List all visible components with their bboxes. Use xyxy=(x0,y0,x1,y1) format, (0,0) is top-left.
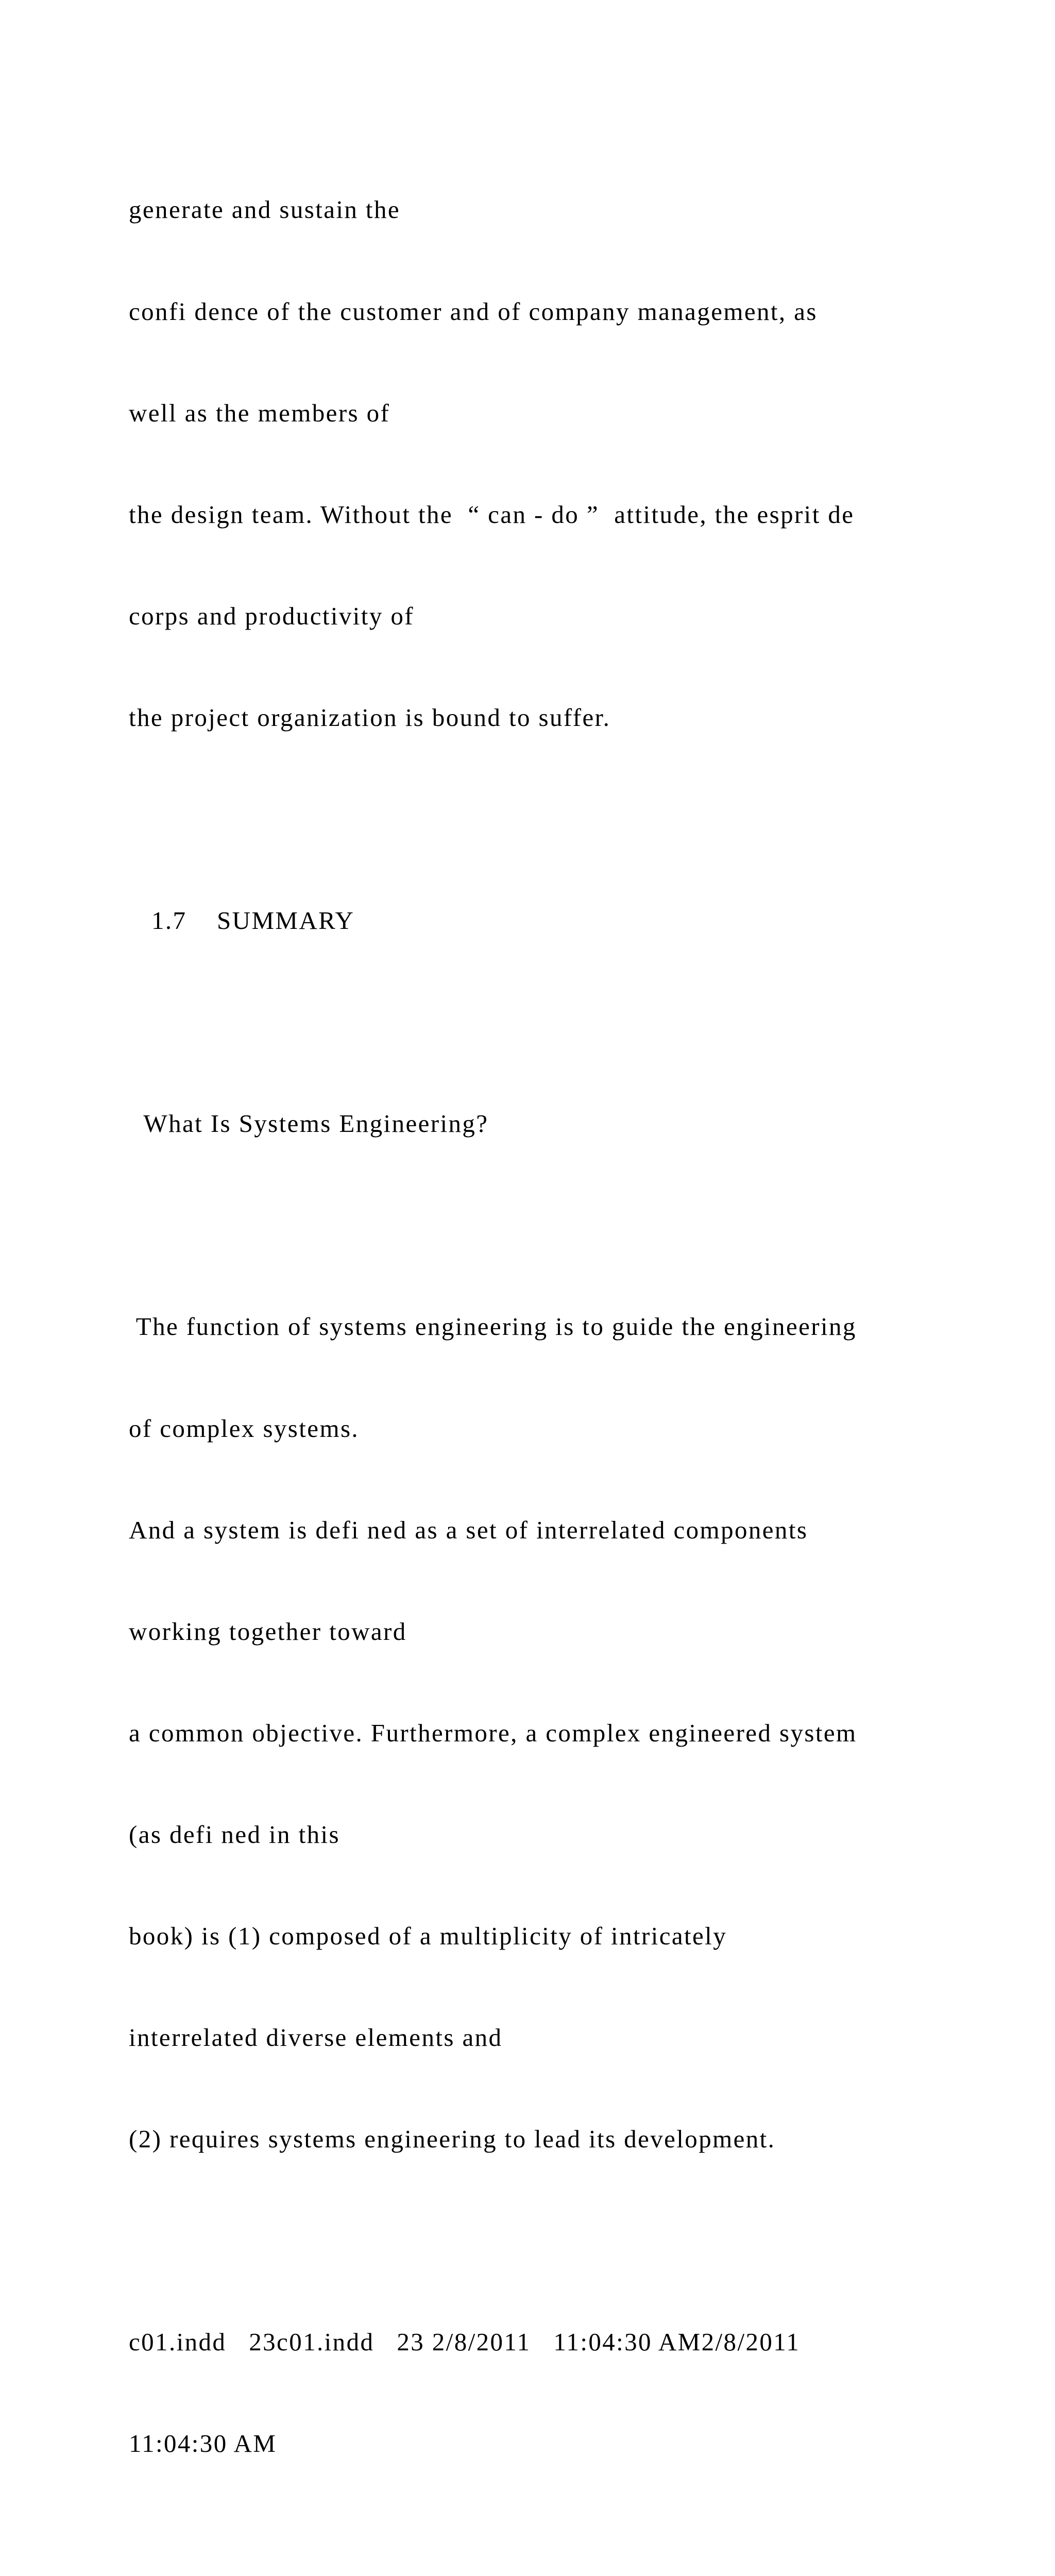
text-line: confi dence of the customer and of company management, as xyxy=(129,297,818,326)
text-line: the design team. Without the “ can - do ” attitude, the esprit de xyxy=(129,500,855,529)
text-line: generate and sustain the xyxy=(129,195,400,224)
text-line: And a system is defi ned as a set of interrelated components xyxy=(129,1515,808,1544)
file-footer-line: 11:04:30 AM xyxy=(129,2429,277,2458)
text-line: of complex systems. xyxy=(129,1414,360,1443)
text-line: (2) requires systems engineering to lead its development. xyxy=(129,2125,776,2154)
blank-line xyxy=(129,2224,1035,2258)
text-line: book) is (1) composed of a multiplicity of intricately xyxy=(129,1922,727,1950)
blank-line xyxy=(129,802,1035,836)
text-line: corps and productivity of xyxy=(129,601,414,630)
subsection-heading: What Is Systems Engineering? xyxy=(129,1109,489,1138)
text-line: The function of systems engineering is to guide the engineering xyxy=(129,1312,857,1341)
text-line: a common objective. Furthermore, a complex engineered system xyxy=(129,1718,857,1747)
text-line: well as the members of xyxy=(129,398,390,427)
blank-line xyxy=(129,1208,1035,1242)
file-footer-line: c01.indd 23c01.indd 23 2/8/2011 11:04:30 AM2/8/2011 xyxy=(129,2328,801,2357)
section-heading: 1.7 SUMMARY xyxy=(129,906,355,935)
document-text xyxy=(129,125,1035,2576)
text-line: (as defi ned in this xyxy=(129,1820,340,1849)
text-line: the project organization is bound to suffer. xyxy=(129,703,611,732)
text-line: working together toward xyxy=(129,1617,407,1646)
text-line: interrelated diverse elements and xyxy=(129,2023,503,2052)
blank-line xyxy=(129,2529,1035,2563)
blank-line xyxy=(129,1005,1035,1039)
